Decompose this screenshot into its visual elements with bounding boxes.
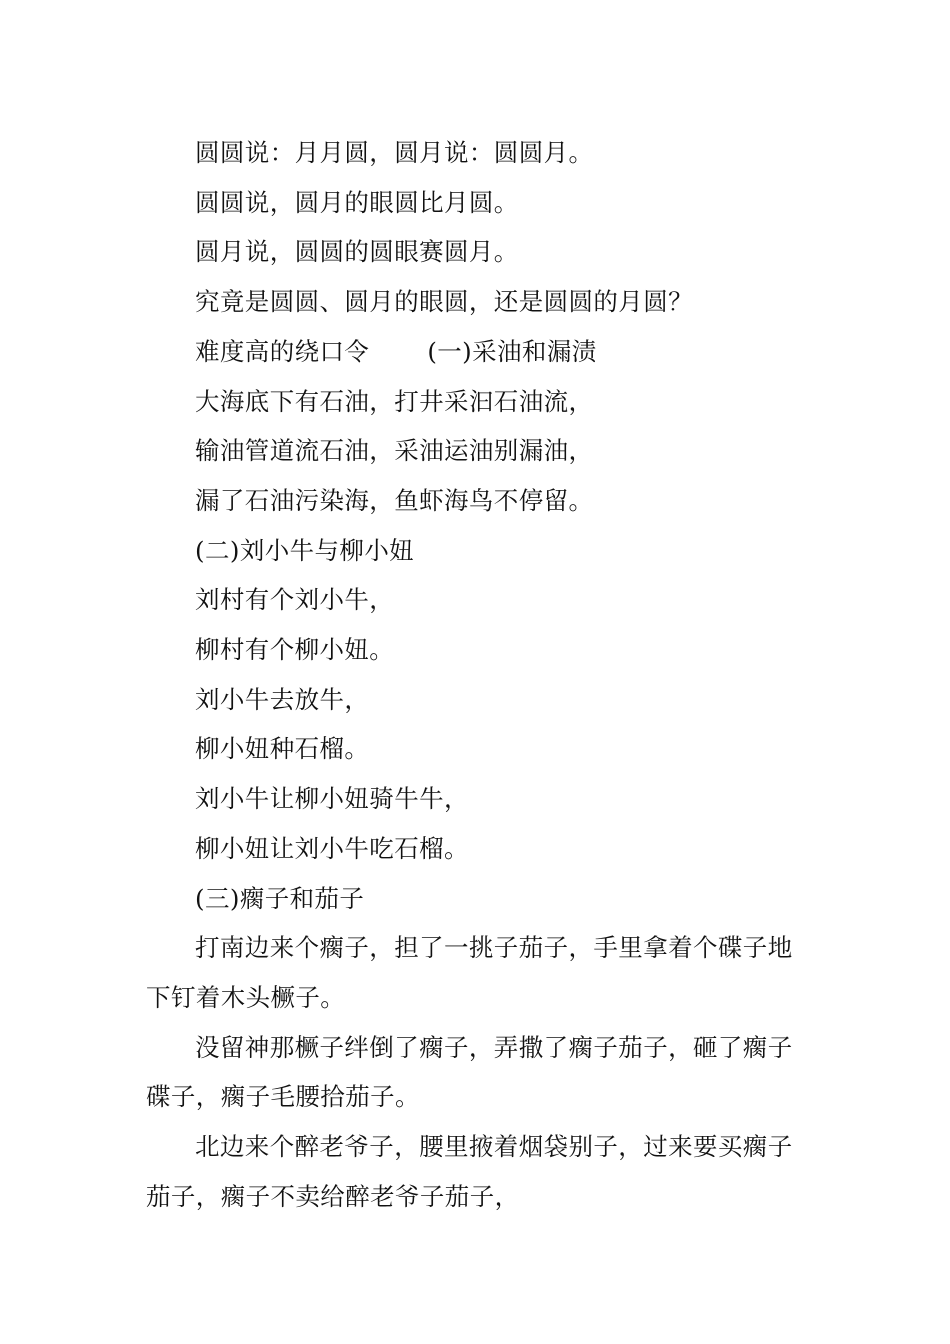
verse-line: 刘小牛去放牛， bbox=[195, 684, 370, 714]
paragraph: 圆圆说，圆月的眼圆比月圆。 bbox=[195, 187, 519, 217]
heading-title: 难度高的绕口令 bbox=[195, 336, 370, 366]
section-one-title: (一)采油和漏渍 bbox=[427, 336, 597, 366]
verse-line: 刘村有个刘小牛， bbox=[195, 585, 395, 615]
section-two-title: (二)刘小牛与柳小妞 bbox=[195, 535, 415, 565]
verse-line: 柳小妞种石榴。 bbox=[195, 734, 370, 764]
document-body bbox=[146, 128, 810, 1221]
paragraph: 圆月说，圆圆的圆眼赛圆月。 bbox=[195, 237, 519, 267]
verse-line: 刘小牛让柳小妞骑牛牛， bbox=[195, 784, 469, 814]
section-three-title: (三)瘸子和茄子 bbox=[195, 883, 365, 913]
verse-line: 柳小妞让刘小牛吃石榴。 bbox=[195, 833, 469, 863]
prose-paragraph: 北边来个醉老爷子，腰里掖着烟袋别子，过来要买瘸子茄子，瘸子不卖给醉老爷子茄子， bbox=[146, 1132, 793, 1211]
prose-paragraph: 打南边来个瘸子，担了一挑子茄子，手里拿着个碟子地下钉着木头橛子。 bbox=[146, 933, 793, 1012]
verse-line: 漏了石油污染海，鱼虾海鸟不停留。 bbox=[195, 485, 594, 515]
heading-line bbox=[146, 327, 810, 377]
paragraph: 究竟是圆圆、圆月的眼圆，还是圆圆的月圆？ bbox=[195, 287, 693, 317]
verse-line: 柳村有个柳小妞。 bbox=[195, 635, 395, 665]
paragraph: 圆圆说：月月圆，圆月说：圆圆月。 bbox=[195, 138, 594, 167]
prose-paragraph: 没留神那橛子绊倒了瘸子，弄撒了瘸子茄子，砸了瘸子碟子，瘸子毛腰拾茄子。 bbox=[146, 1032, 793, 1112]
verse-line: 大海底下有石油，打井采汩石油流， bbox=[195, 386, 594, 416]
verse-line: 输油管道流石油，采油运油别漏油， bbox=[195, 436, 594, 466]
